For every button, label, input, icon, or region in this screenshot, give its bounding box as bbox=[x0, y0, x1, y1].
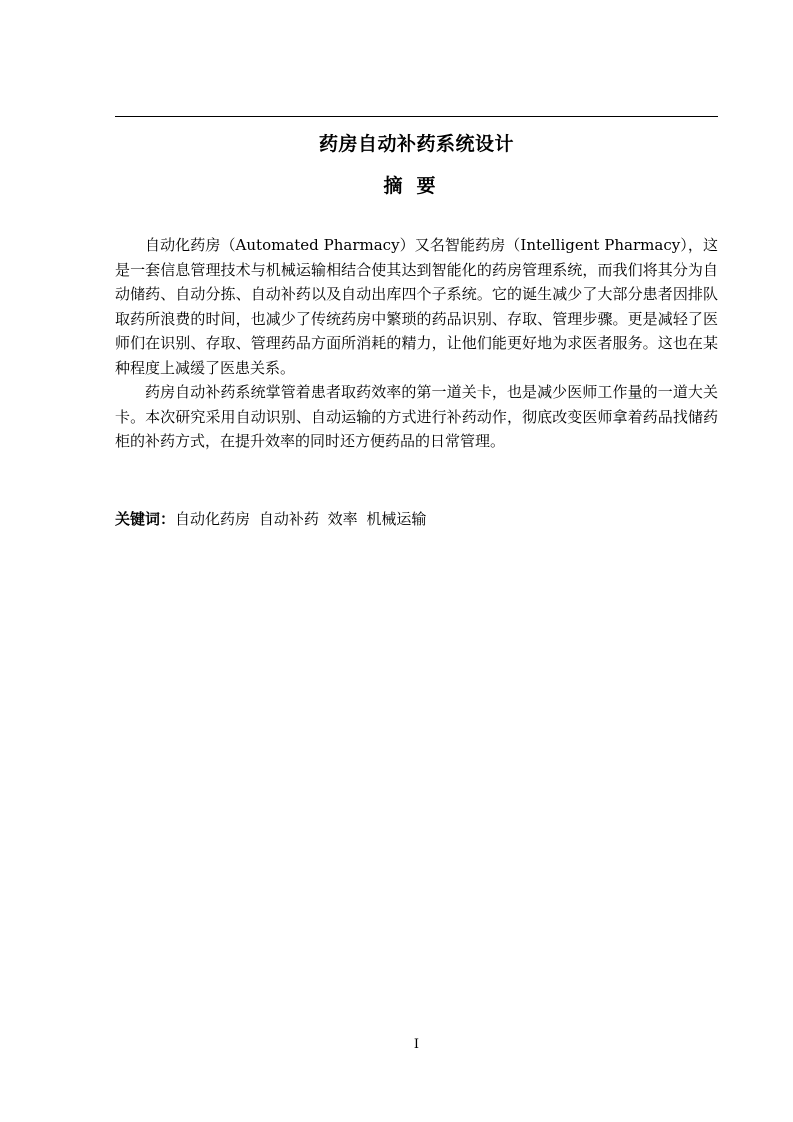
keywords-label: 关键词： bbox=[115, 510, 176, 528]
abstract-heading: 摘要 bbox=[383, 175, 450, 197]
keyword: 效率 bbox=[327, 510, 358, 528]
abstract-paragraph-2: 药房自动补药系统掌管着患者取药效率的第一道关卡，也是减少医师工作量的一道大关卡。本次研究采用自动识别、自动运输的方式进行补药动作，彻底改变医师拿着药品找储药柜的补药方式，在提升效率的同时还方便药品的日常管理。 bbox=[115, 383, 718, 450]
keywords-line bbox=[115, 508, 718, 530]
abstract-paragraph-1: 自动化药房（Automated Pharmacy）又名智能药房（Intelligent Pharmacy），这是一套信息管理技术与机械运输相结合使其达到智能化的药房管理系统，而我们将其分为自动储药、自动分拣、自动补药以及自动出库四个子系统。它的诞生减少了大部分患者因排队取药所浪费的时间，也减少了传统药房中繁琐的药品识别、存取、管理步骤。更是减轻了医师们在识别、存取、管理药品方面所消耗的精力，让他们能更好地为求医者服务。这也在某种程度上减缓了医患关系。 bbox=[115, 236, 718, 377]
abstract-body bbox=[115, 233, 718, 454]
header-rule bbox=[115, 116, 718, 117]
keyword: 自动补药 bbox=[258, 510, 319, 528]
page-number: I bbox=[413, 1037, 420, 1052]
keyword: 机械运输 bbox=[366, 510, 427, 528]
keyword: 自动化药房 bbox=[175, 510, 251, 528]
document-title: 药房自动补药系统设计 bbox=[318, 133, 514, 155]
